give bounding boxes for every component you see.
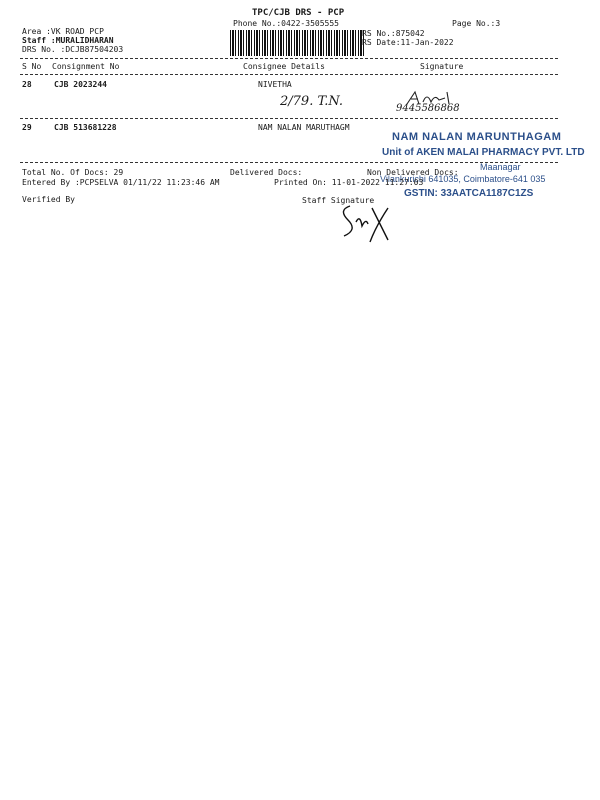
- handwritten-phone: 9445586868: [396, 103, 460, 114]
- row-consignee: NIVETHA: [258, 80, 292, 89]
- area-label: Area :VK ROAD PCP: [22, 27, 104, 36]
- phone-number: Phone No.:0422-3505555: [233, 19, 339, 28]
- verified-by: Verified By: [22, 195, 75, 204]
- divider: [20, 58, 558, 59]
- printed-on: Printed On: 11-01-2022 11:27:03: [274, 178, 424, 187]
- delivered-docs: Delivered Docs:: [230, 168, 303, 177]
- divider: [20, 74, 558, 75]
- col-signature: Signature: [420, 62, 464, 71]
- row-sno: 28: [22, 80, 32, 89]
- divider: [20, 162, 558, 163]
- rs-date: RS Date:11-Jan-2022: [362, 38, 454, 47]
- col-sno: S No: [22, 62, 42, 71]
- col-consignee: Consignee Details: [243, 62, 325, 71]
- stamp-line: Maanagar: [480, 162, 521, 172]
- row-consignment: CJB 513681228: [54, 123, 117, 132]
- total-docs: Total No. Of Docs: 29: [22, 168, 124, 177]
- receiver-signature-icon: [405, 88, 465, 108]
- handwritten-address: 2/79. T.N.: [280, 94, 344, 109]
- entered-by: Entered By :PCPSELVA 01/11/22 11:23:46 AM: [22, 178, 220, 187]
- non-delivered-docs: Non Delivered Docs:: [367, 168, 459, 177]
- staff-signature-label: Staff Signature: [302, 196, 375, 205]
- staff-label: Staff :MURALIDHARAN: [22, 36, 114, 45]
- stamp-line: NAM NALAN MARUNTHAGAM: [392, 131, 562, 143]
- staff-signature-icon: [336, 200, 396, 244]
- drs-number: DRS No. :DCJB87504203: [22, 45, 124, 54]
- rs-number: RS No.:875042: [362, 29, 425, 38]
- barcode: [230, 30, 364, 56]
- row-sno: 29: [22, 123, 32, 132]
- row-consignee: NAM NALAN MARUTHAGM: [258, 123, 350, 132]
- col-consignment: Consignment No: [52, 62, 120, 71]
- document-title: TPC/CJB DRS - PCP: [252, 8, 345, 18]
- divider: [20, 118, 558, 119]
- stamp-line: GSTIN: 33AATCA1187C1ZS: [404, 188, 534, 199]
- stamp-line: Vilankurichi 641035, Coimbatore-641 035: [380, 174, 546, 184]
- stamp-line: Unit of AKEN MALAI PHARMACY PVT. LTD: [382, 147, 585, 158]
- page-number: Page No.:3: [452, 19, 501, 28]
- row-consignment: CJB 2023244: [54, 80, 107, 89]
